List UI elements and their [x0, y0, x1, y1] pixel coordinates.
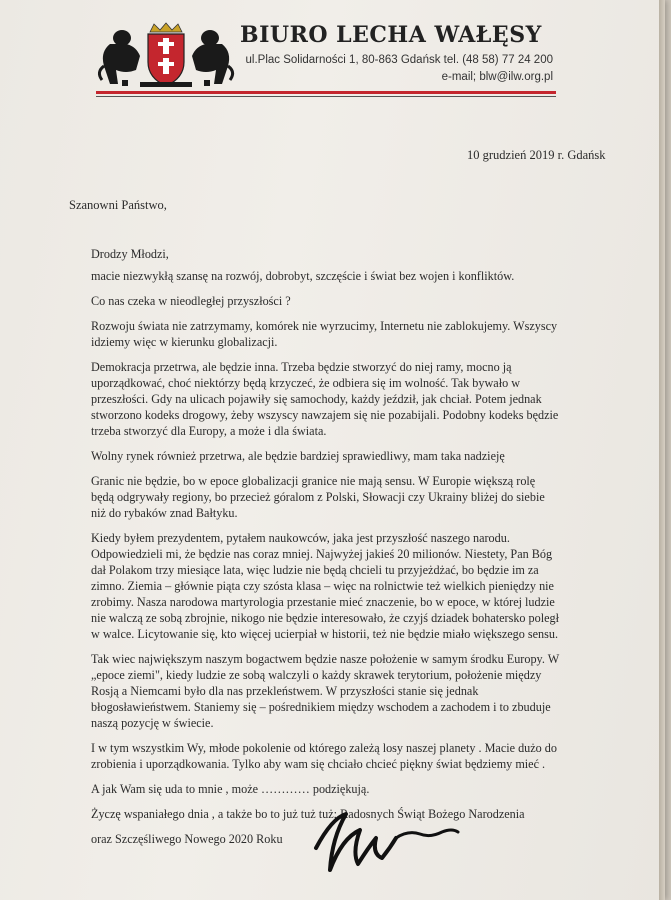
paragraph: A jak Wam się uda to mnie , może ………… podziękują.	[91, 782, 370, 796]
paragraph: Rozwoju świata nie zatrzymamy, komórek nie wyrzucimy, Internetu nie zablokujemy. Wszyscy idziemy więc w kierunku globalizacji.	[91, 319, 558, 349]
letter-body	[91, 246, 561, 856]
gdansk-coat-of-arms-icon	[96, 22, 236, 90]
closing-line: oraz Szczęśliwego Nowego 2020 Roku	[91, 832, 283, 846]
letterhead-dark-rule	[96, 96, 556, 97]
handwritten-signature	[312, 808, 462, 880]
closing-line: Życzę wspaniałego dnia , a także bo to już tuż tuż; Radosnych Świąt Bożego Narodzenia	[91, 807, 525, 821]
paragraph: Co nas czeka w nieodległej przyszłości ?	[91, 294, 291, 308]
paragraph: I w tym wszystkim Wy, młode pokolenie od którego zależą losy naszej planety . Macie dużo do zrobienia i uporządkowania. Tylko aby wam się chciało chcieć piękny świat będziemy mieć .	[91, 741, 557, 771]
paragraph: macie niezwykłą szansę na rozwój, dobrobyt, szczęście i świat bez wojen i konfliktów.	[91, 269, 515, 283]
paragraph: Granic nie będzie, bo w epoce globalizacji granice nie mają sensu. W Europie większą rolę będą odgrywały regiony, bo przecież góralom z Polski, Słowacji czy Ukrainy bliżej do siebie niż do rybaków znad Bałtyku.	[91, 474, 545, 520]
organization-email: e-mail; blw@ilw.org.pl	[441, 71, 553, 83]
paragraph: Demokracja przetrwa, ale będzie inna. Trzeba będzie stworzyć do niej ramy, mocno ją uporządkować, choć niektórzy będą krzyczeć, że odbiera się im wolność. Tak bywało w przeszłości. Gdy na ulicach pojawiły się samochody, każdy jeździł, jak chciał. Potem jednak stworzono kodeks drogowy, żeby wszyscy nawzajem się nie pozabijali. Podobny kodeks będzie trzeba stworzyć dla Europy, a może i dla świata.	[91, 360, 559, 438]
paragraph: Wolny rynek również przetrwa, ale będzie bardziej sprawiedliwy, mam taka nadzieję	[91, 449, 505, 463]
organization-address: ul.Plac Solidarności 1, 80-863 Gdańsk tel. (48 58) 77 24 200	[245, 54, 553, 66]
paper-edge	[659, 0, 665, 900]
paragraph: Kiedy byłem prezydentem, pytałem naukowców, jaka jest przyszłość naszego narodu. Odpowiedzieli mi, że będzie nas coraz mniej. Najwyżej jakieś 20 milionów. Niestety, Pan Bóg dał Polakom trzy miesiące lata, więc ludzie nie będą chcieli tu przyjeżdżać, bo będzie im za zimno. Ziemia – głównie piąta czy szósta klasa – więc na rolnictwie też wielkich pieniędzy nie zrobimy. Nasza narodowa martyrologia przestanie mieć znaczenie, bo w epoce, w której ludzie nie walczą ze sobą zbrojnie, nikogo nie będzie interesowało, że czyjś dziadek bohatersko poległ w walce. Licytowanie się, kto więcej ucierpiał w historii, też nie będzie miało większego sensu.	[91, 531, 560, 641]
paragraph: Tak wiec największym naszym bogactwem będzie nasze położenie w samym środku Europy. W „epoce ziemi", kiedy ludzie ze sobą walczyli o każdy skrawek terytorium, położenie między Rosją a Niemcami było dla nas przekleństwem. W przyszłości stanie się jednak błogosławieństwem. Staniemy się – pośrednikiem między wschodem a zachodem i to zbuduje naszą pozycję w świecie.	[91, 652, 559, 730]
organization-name: BIURO LECHA WAŁĘSY	[240, 22, 542, 48]
letter-date: 10 grudzień 2019 r. Gdańsk	[467, 148, 606, 162]
salutation: Szanowni Państwo,	[69, 198, 167, 212]
paragraph: Drodzy Młodzi,	[91, 247, 169, 261]
letterhead-red-rule	[96, 91, 556, 94]
